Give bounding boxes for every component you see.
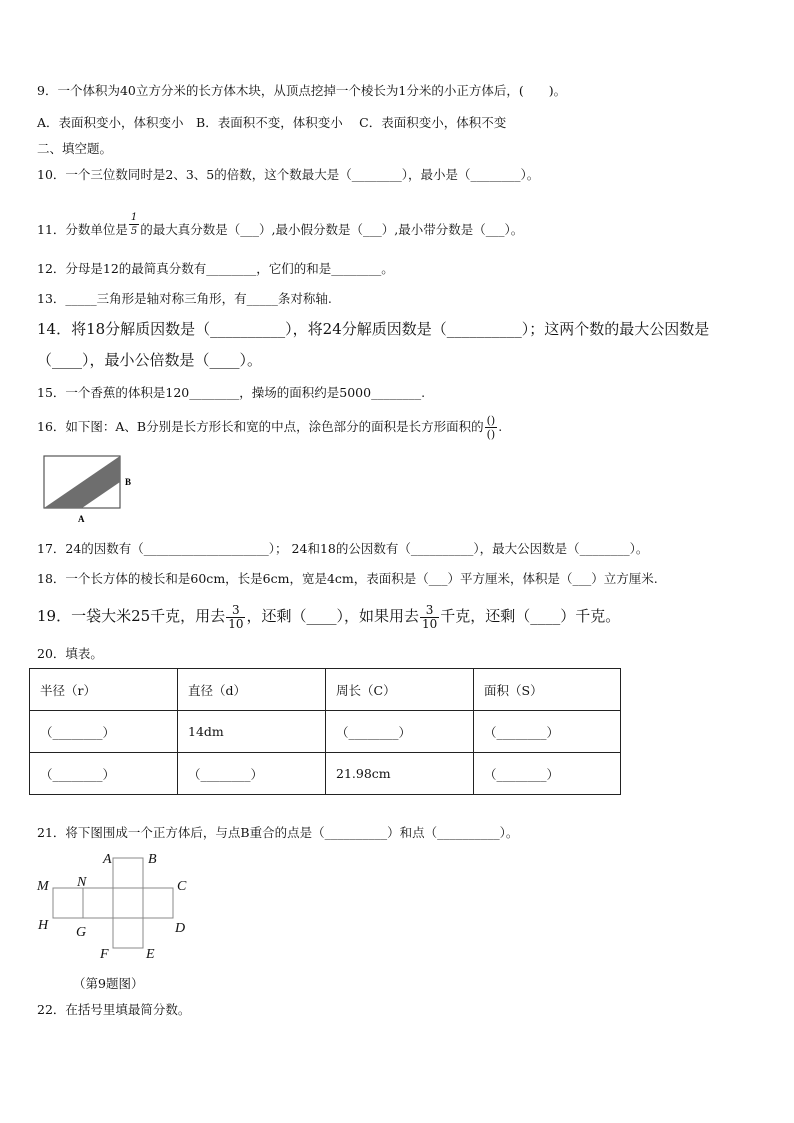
fraction-numerator: 3 [420,604,439,618]
question-19-part1: 19．一袋大米25千克，用去 [37,607,226,625]
table-cell: （________） [474,753,621,795]
fraction-denominator: 10 [228,616,244,631]
fraction [420,604,439,631]
label-b: B [125,477,132,487]
fraction-numerator: () [486,414,496,427]
cube-net-figure [30,848,200,968]
figure-caption: （第9题图） [73,976,144,991]
section-heading: 二、填空题。 [37,141,113,156]
fraction-numerator: 3 [226,604,245,618]
question-11 [37,212,524,244]
label-n: N [77,875,87,890]
question-16-post: . [498,419,503,434]
question-9: 9．一个体积为40立方分米的长方体木块，从顶点挖掉一个棱长为1分米的小正方体后，( )。 [37,83,567,98]
table-cell: （________） [474,711,621,753]
label-e: E [146,947,155,962]
net-square [83,888,113,918]
question-16-pre: 16．如下图：A、B分别是长方形长和宽的中点，涂色部分的面积是长方形面积的 [37,419,484,434]
question-12: 12．分母是12的最简真分数有________，它们的和是________。 [37,261,394,276]
table-header-row [30,669,621,711]
fraction-denominator: 5 [130,226,138,237]
question-19-part3: 千克，还剩（____）千克。 [440,607,621,625]
question-9-options: A．表面积变小，体积变小 B．表面积不变，体积变小 C．表面积变小，体积不变 [37,115,507,130]
table-cell: （________） [326,711,474,753]
table-row [30,711,621,753]
question-14-line1: 14．将18分解质因数是（__________），将24分解质因数是（__________）；这两个数的最大公因数是 [37,320,710,338]
shaded-region [44,456,120,508]
question-11-pre: 11．分数单位是 [37,222,128,237]
label-f: F [100,947,109,962]
fraction [129,211,139,238]
question-15: 15．一个香蕉的体积是120________，操场的面积约是5000________. [37,385,426,400]
label-a: A [78,514,85,524]
table-cell: （________） [30,753,178,795]
label-m: M [37,879,49,894]
table-header: 半径（r） [30,669,178,711]
rectangle-figure [40,452,140,526]
question-11-post: 的最大真分数是（___）,最小假分数是（___）,最小带分数是（___）。 [140,222,524,237]
table-cell: 14dm [178,711,326,753]
question-19 [37,603,620,631]
cube-net-lines [53,858,173,948]
question-17: 17．24的因数有（____________________）； 24和18的公因数有（__________），最大公因数是（________）。 [37,541,649,556]
net-square [53,888,83,918]
net-square [143,888,173,918]
label-h: H [38,918,49,933]
label-g: G [76,925,87,940]
table-row [30,753,621,795]
fraction-denominator: () [486,428,496,441]
label-c: C [177,879,187,894]
label-a: A [103,852,112,867]
fraction [485,414,498,441]
table-cell: （________） [30,711,178,753]
table-cell: 21.98cm [326,753,474,795]
fraction-numerator: 1 [130,212,138,223]
label-b: B [148,852,157,867]
question-18: 18．一个长方体的棱长和是60cm，长是6cm，宽是4cm，表面积是（___）平方厘米，体积是（___）立方厘米. [37,571,658,586]
fraction [226,604,245,631]
question-16 [37,414,502,441]
fill-table [29,668,621,795]
question-19-part2: ，还剩（____），如果用去 [246,607,419,625]
label-d: D [175,921,186,936]
question-14-line2: （____），最小公倍数是（____）。 [37,351,263,369]
question-22: 22．在括号里填最简分数。 [37,1002,191,1017]
table-header: 直径（d） [178,669,326,711]
net-square [113,858,143,888]
table-header: 面积（S） [474,669,621,711]
fraction-denominator: 10 [421,616,438,631]
question-20-title: 20．填表。 [37,646,103,661]
question-13: 13．_____三角形是轴对称三角形，有_____条对称轴. [37,291,332,306]
net-square [113,888,143,918]
question-10: 10．一个三位数同时是2、3、5的倍数，这个数最大是（________），最小是（________）。 [37,167,540,182]
table-cell: （________） [178,753,326,795]
net-square [113,918,143,948]
question-21: 21．将下图围成一个正方体后，与点B重合的点是（__________）和点（__________）。 [37,825,519,840]
table-header: 周长（C） [326,669,474,711]
